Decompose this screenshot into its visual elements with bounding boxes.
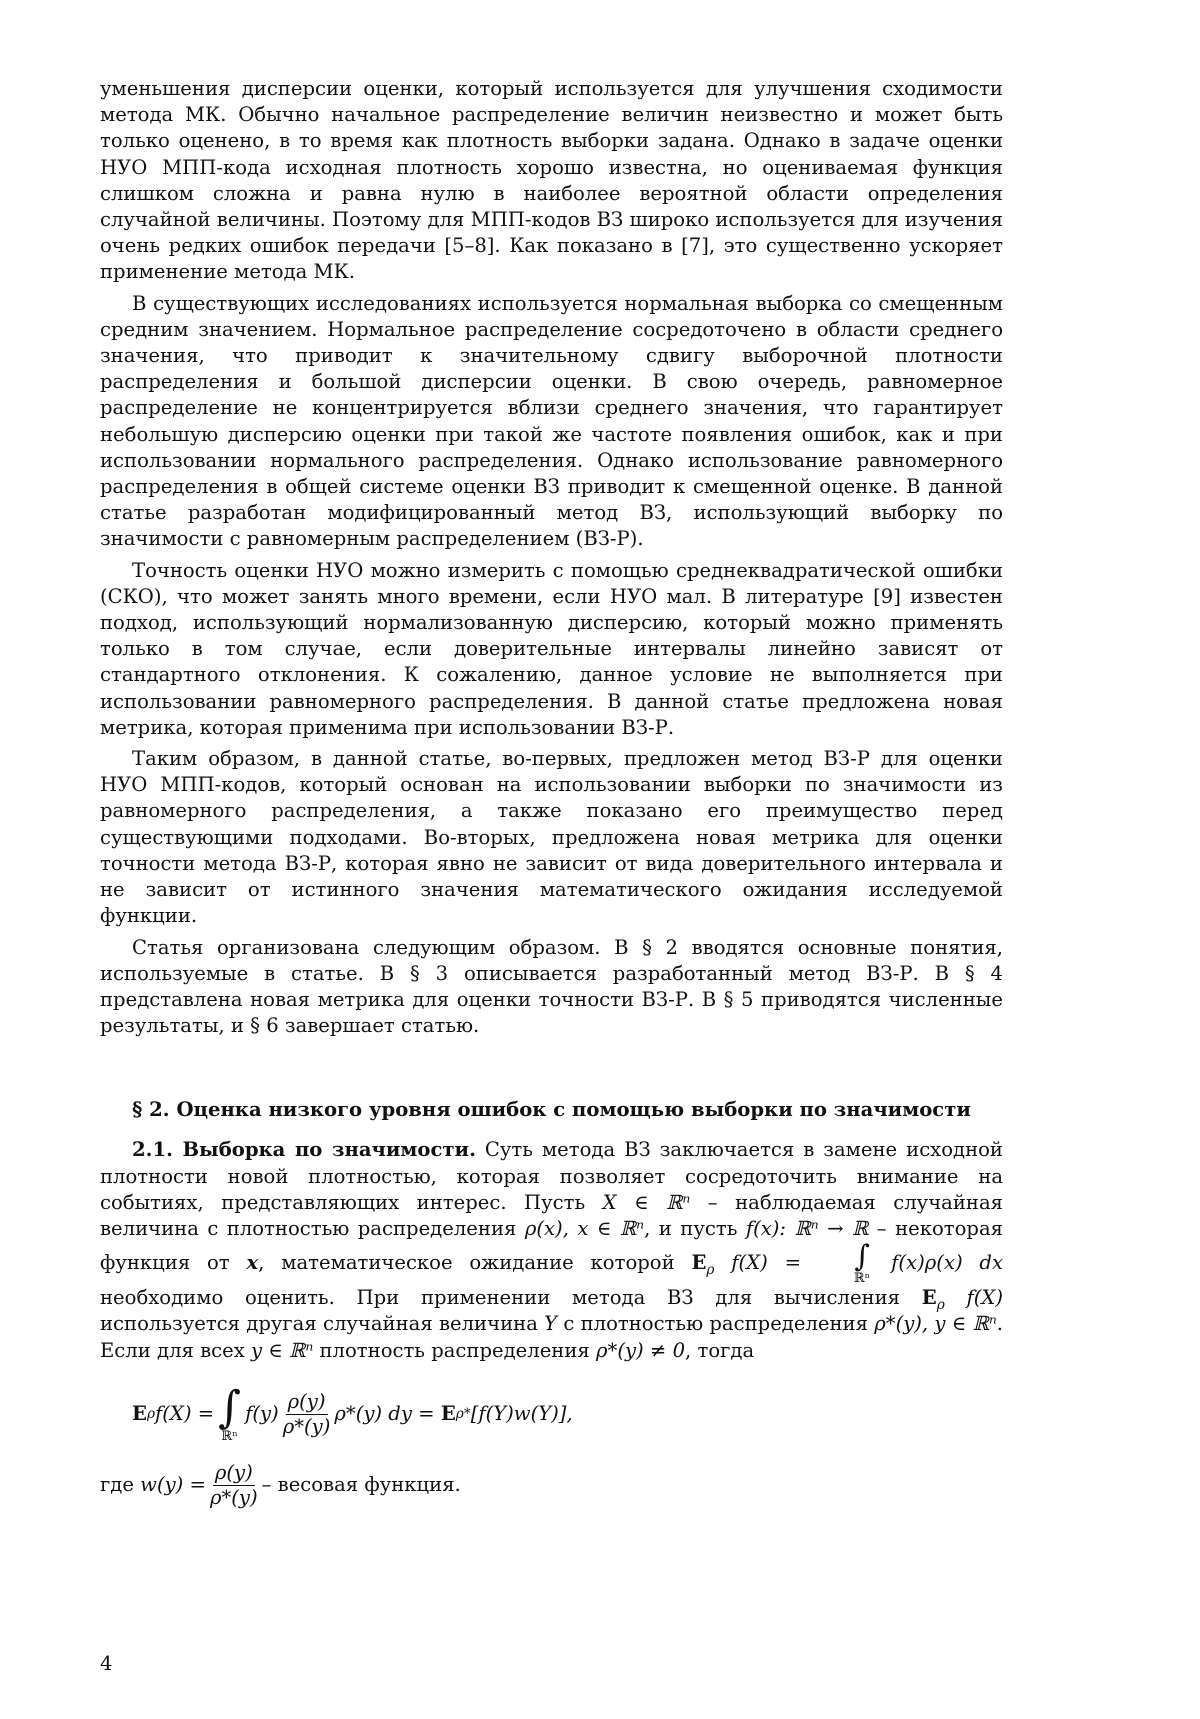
math: f(x)ρ(x) dx (874, 1251, 1003, 1274)
text: – наблюдаемая случайная величина с плотностью распределения (100, 1191, 1003, 1240)
integral (218, 1386, 241, 1443)
numerator: ρ(y) (213, 1461, 255, 1486)
text: , и пусть (644, 1217, 746, 1240)
text: где (100, 1472, 134, 1498)
math: x (246, 1251, 258, 1274)
fraction (208, 1461, 260, 1510)
numerator: ρ(y) (286, 1390, 328, 1415)
integral-sign: ∫ (822, 1242, 870, 1272)
text: с плотностью распределения (557, 1312, 874, 1335)
paragraph: Статья организована следующим образом. В § 2 вводятся основные понятия, используемые в статье. В § 3 описывается разработанный метод ВЗ-Р. В § 4 представлена новая метрика для оценки точности ВЗ-Р. В § 5 приводятся численные результаты, и § 6 завершает статью. (100, 935, 1003, 1040)
subsection-title: 2.1. Выборка по значимости. (132, 1138, 476, 1161)
math: [f(Y)w(Y)], (471, 1401, 573, 1427)
text: – весовая функция. (262, 1472, 461, 1498)
math-expectation: E (691, 1251, 706, 1274)
math: f(X) = (714, 1251, 817, 1274)
math: ρ*(y) ≠ 0 (596, 1339, 685, 1362)
math: X ∈ ℝⁿ (603, 1191, 691, 1214)
math: f(X) = (155, 1401, 214, 1427)
integral-limit: ℝⁿ (221, 1430, 237, 1443)
math: ρ (937, 1297, 945, 1313)
integral (822, 1242, 870, 1285)
math: w(y) = (140, 1472, 206, 1498)
math-expectation: E (922, 1286, 937, 1309)
text: необходимо оценить. При применении метода ВЗ для вычисления (100, 1286, 922, 1309)
text: плотность распределения (313, 1339, 596, 1362)
math: ρ*(y) dy = (334, 1401, 434, 1427)
text: . Если для всех (100, 1312, 1003, 1361)
text: используется другая случайная величина (100, 1312, 544, 1335)
page-body (100, 76, 1003, 1510)
subsection-paragraph (100, 1137, 1003, 1363)
display-equation: E ρ f(X) = ∫ ℝⁿ f(y) ρ(y) ρ*(y) ρ*(y) dy = E ρ* [f(Y)w(Y)], (132, 1386, 1003, 1443)
paragraph: Точность оценки НУО можно измерить с помощью среднеквадратической ошибки (СКО), что может занять много времени, если НУО мал. В литературе [9] известен подход, использующий нормализованную дисперсию, который можно применять только в том случае, если доверительные интервалы линейно зависят от стандартного отклонения. К сожалению, данное условие не выполняется при использовании равномерного распределения. В данной статье предложена новая метрика, которая применима при использовании ВЗ-Р. (100, 558, 1003, 741)
math: f(x): ℝⁿ → ℝ (746, 1217, 869, 1240)
text: Суть метода ВЗ заключается в замене исходной плотности новой плотностью, которая позволяет сосредоточить внимание на событиях, представляющих интерес. Пусть (100, 1138, 1003, 1213)
math: ρ (706, 1262, 714, 1278)
text: – некоторая функция от (100, 1217, 1003, 1274)
fraction (281, 1390, 333, 1439)
integral-limit: ℝⁿ (822, 1272, 870, 1285)
math: ρ*(y), y ∈ ℝⁿ (874, 1312, 997, 1335)
math: y ∈ ℝⁿ (251, 1339, 313, 1362)
math: ρ(x), x ∈ ℝⁿ (525, 1217, 644, 1240)
math: f(y) (245, 1401, 279, 1427)
text: , тогда (685, 1339, 754, 1362)
paragraph: уменьшения дисперсии оценки, который используется для улучшения сходимости метода МК. Обычно начальное распределение величин неизвестно и может быть только оценено, в то время как плотность выборки задана. Однако в задаче оценки НУО МПП-кода исходная плотность хорошо известна, но оцениваемая функция слишком сложна и равна нулю в наиболее вероятной области определения случайной величины. Поэтому для МПП-кодов ВЗ широко используется для изучения очень редких ошибок передачи [5–8]. Как показано в [7], это существенно ускоряет применение метода МК. (100, 76, 1003, 286)
integral-sign: ∫ (218, 1386, 241, 1430)
math-expectation: E (132, 1401, 147, 1427)
math-expectation: E (441, 1401, 456, 1427)
math: Y (544, 1312, 557, 1335)
denominator: ρ*(y) (281, 1415, 333, 1439)
text: , математическое ожидание которой (258, 1251, 691, 1274)
weight-function-definition (100, 1461, 1003, 1510)
paragraph: В существующих исследованиях используется нормальная выборка со смещенным средним значением. Нормальное распределение сосредоточено в области среднего значения, что приводит к значительному сдвигу выборочной плотности распределения и большой дисперсии оценки. В свою очередь, равномерное распределение не концентрируется вблизи среднего значения, что гарантирует небольшую дисперсию оценки при такой же частоте появления ошибок, как и при использовании нормального распределения. Однако использование равномерного распределения в общей системе оценки ВЗ приводит к смещенной оценке. В данной статье разработан модифицированный метод ВЗ, использующий выборку по значимости с равномерным распределением (ВЗ-Р). (100, 291, 1003, 553)
denominator: ρ*(y) (208, 1486, 260, 1510)
section-heading: § 2. Оценка низкого уровня ошибок с помощью выборки по значимости (100, 1097, 1003, 1123)
math: f(X) (945, 1286, 1003, 1309)
page-number: 4 (100, 1652, 112, 1675)
paragraph: Таким образом, в данной статье, во-первых, предложен метод ВЗ-Р для оценки НУО МПП-кодов, который основан на использовании выборки по значимости из равномерного распределения, а также показано его преимущество перед существующими подходами. Во-вторых, предложена новая метрика для оценки точности метода ВЗ-Р, которая явно не зависит от вида доверительного интервала и не зависит от истинного значения математического ожидания исследуемой функции. (100, 746, 1003, 929)
